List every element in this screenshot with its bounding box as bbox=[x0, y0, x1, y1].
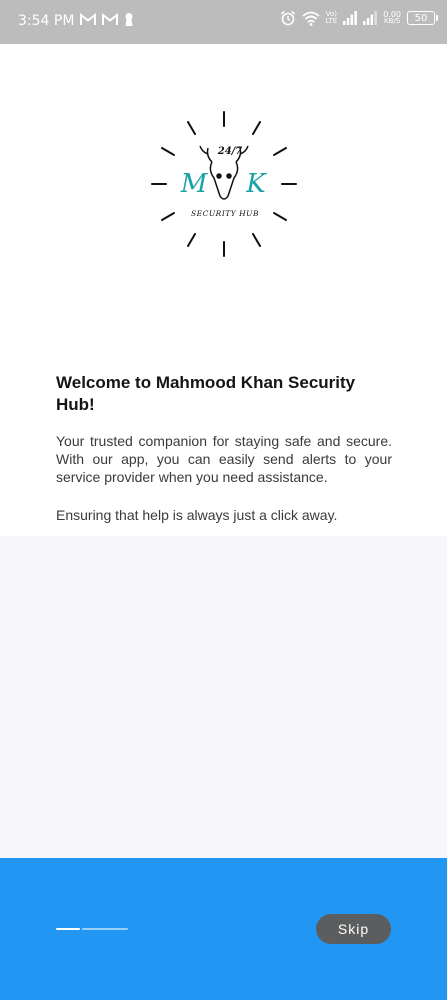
logo-letter-k: K bbox=[246, 169, 266, 199]
logo-letter-m: M bbox=[180, 169, 208, 199]
page-indicator-active bbox=[56, 928, 80, 930]
logo-area bbox=[0, 44, 447, 344]
alarm-icon bbox=[280, 10, 296, 26]
gmail-icon bbox=[80, 13, 96, 26]
logo-bottom-text: SECURITY HUB bbox=[191, 209, 259, 218]
status-time: 3:54 PM bbox=[18, 13, 75, 29]
wifi-icon bbox=[302, 11, 320, 26]
keyhole-icon bbox=[124, 12, 134, 27]
gmail-icon bbox=[102, 13, 118, 26]
app-logo bbox=[148, 108, 300, 260]
content-background bbox=[0, 536, 447, 858]
status-system-icons bbox=[280, 10, 435, 26]
volte-indicator: Vo) LTE bbox=[325, 10, 338, 25]
welcome-paragraph-1: Your trusted companion for staying safe and secure. With our app, you can easily send alerts to your service provider when you need assistance. bbox=[56, 433, 392, 485]
status-notification-icons bbox=[80, 12, 134, 27]
welcome-paragraph-2: Ensuring that help is always just a click away. bbox=[56, 507, 338, 523]
onboarding-bottom-bar bbox=[0, 858, 447, 1000]
battery-level: 50 bbox=[414, 12, 428, 24]
signal-icon bbox=[363, 11, 377, 25]
page-indicator bbox=[56, 928, 128, 930]
status-bar bbox=[0, 0, 447, 44]
signal-icon bbox=[343, 11, 357, 25]
network-speed: 0.00 KB/S bbox=[383, 10, 401, 25]
skip-button[interactable]: Skip bbox=[316, 914, 391, 944]
logo-top-text: 24/7 bbox=[217, 146, 243, 157]
battery-icon bbox=[407, 11, 435, 25]
logo-rays bbox=[152, 112, 296, 256]
welcome-title: Welcome to Mahmood Khan Security Hub! bbox=[56, 373, 356, 414]
page-indicator-remaining bbox=[82, 928, 128, 930]
welcome-section bbox=[56, 372, 392, 524]
